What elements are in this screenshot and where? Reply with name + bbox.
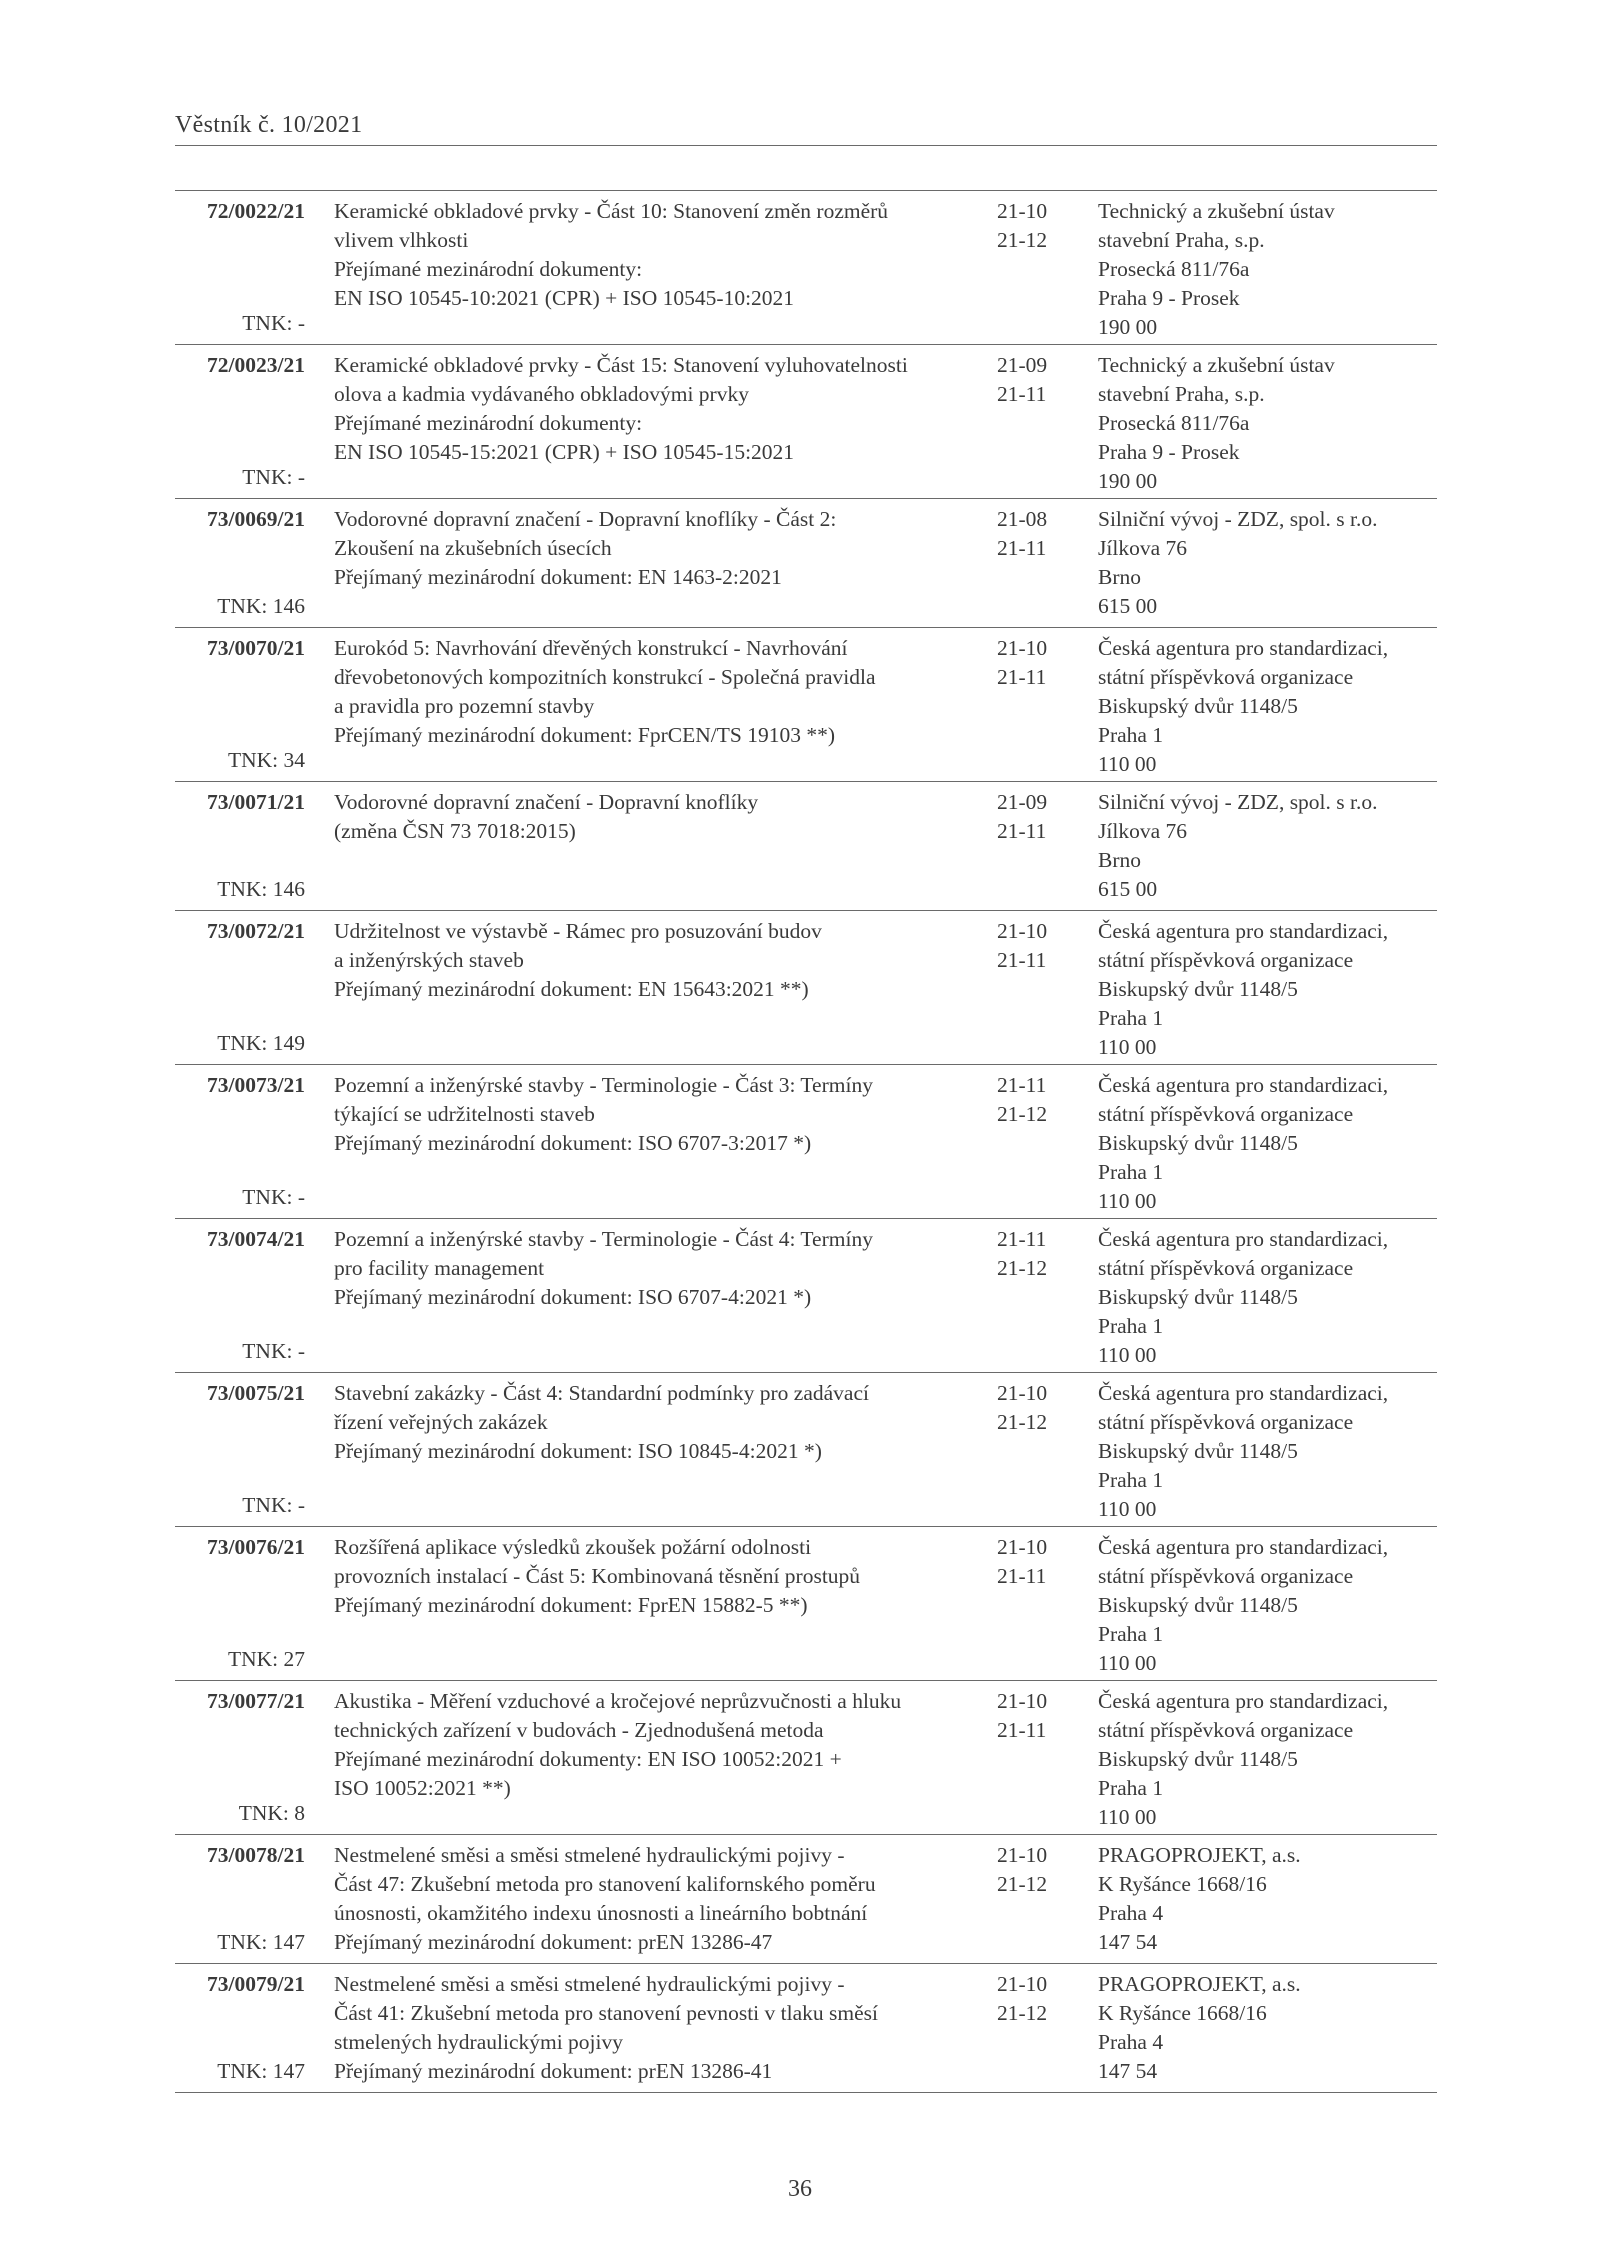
record-id: 73/0071/21 [207,790,305,814]
organization-line: K Ryšánce 1668/16 [1098,2001,1267,2025]
standard-title-line: Přejímané mezinárodní dokumenty: EN ISO 10052:2021 + [334,1747,842,1771]
standard-title-cell [334,634,994,750]
organization-line: 615 00 [1098,594,1158,618]
standard-title-line: dřevobetonových kompozitních konstrukcí - Společná pravidla [334,665,876,689]
dates-cell [997,1970,1077,2028]
organization-line: 110 00 [1098,1343,1157,1367]
record-id-cell [175,1970,305,2086]
organization-cell [1098,1533,1438,1678]
standard-title-line: ISO 10052:2021 **) [334,1776,511,1800]
organization-line: 110 00 [1098,1189,1157,1213]
table-row [175,191,1437,345]
organization-cell [1098,1970,1438,2086]
dates-cell [997,351,1077,409]
dates-cell [997,1379,1077,1437]
standard-title-line: Udržitelnost ve výstavbě - Rámec pro posuzování budov [334,919,822,943]
standards-table [175,190,1437,2093]
standard-title-cell [334,197,994,313]
standard-title-cell [334,917,994,1004]
organization-line: Prosecká 811/76a [1098,257,1250,281]
date-value: 21-11 [997,1227,1047,1251]
standard-title-line: týkající se udržitelnosti staveb [334,1102,595,1126]
standard-title-line: Nestmelené směsi a směsi stmelené hydraulickými pojivy - [334,1972,845,1996]
organization-line: Silniční vývoj - ZDZ, spol. s r.o. [1098,507,1378,531]
standard-title-line: Přejímaný mezinárodní dokument: ISO 6707-4:2021 *) [334,1285,812,1309]
organization-cell [1098,351,1438,496]
organization-line: Jílkova 76 [1098,819,1187,843]
organization-line: 615 00 [1098,877,1158,901]
table-row [175,782,1437,911]
organization-line: 110 00 [1098,1035,1157,1059]
organization-line: Silniční vývoj - ZDZ, spol. s r.o. [1098,790,1378,814]
organization-line: Brno [1098,848,1141,872]
standard-title-line: únosnosti, okamžitého indexu únosnosti a lineárního bobtnání [334,1901,868,1925]
organization-line: stavební Praha, s.p. [1098,228,1265,252]
dates-cell [997,1841,1077,1899]
standard-title-line: řízení veřejných zakázek [334,1410,548,1434]
table-row [175,1681,1437,1835]
standard-title-line: Přejímaný mezinárodní dokument: ISO 6707-3:2017 *) [334,1131,812,1155]
date-value: 21-12 [997,1256,1048,1280]
standard-title-line: pro facility management [334,1256,545,1280]
standard-title-line: Eurokód 5: Navrhování dřevěných konstrukcí - Navrhování [334,636,848,660]
date-value: 21-10 [997,919,1048,943]
organization-cell [1098,1225,1438,1370]
date-value: 21-11 [997,382,1047,406]
date-value: 21-11 [997,665,1047,689]
standard-title-cell [334,1970,994,2086]
standard-title-line: Pozemní a inženýrské stavby - Terminologie - Část 3: Termíny [334,1073,873,1097]
standard-title-line: Část 47: Zkušební metoda pro stanovení kalifornského poměru [334,1872,876,1896]
date-value: 21-08 [997,507,1048,531]
standard-title-cell [334,788,994,846]
table-row [175,1835,1437,1964]
dates-cell [997,1533,1077,1591]
date-value: 21-10 [997,1381,1048,1405]
date-value: 21-12 [997,1872,1048,1896]
organization-line: PRAGOPROJEKT, a.s. [1098,1972,1301,1996]
record-id-cell [175,1071,305,1212]
record-id-cell [175,505,305,621]
record-id: 73/0072/21 [207,919,305,943]
organization-cell [1098,197,1438,342]
date-value: 21-10 [997,1535,1048,1559]
organization-line: státní příspěvková organizace [1098,665,1354,689]
table-row [175,1964,1437,2093]
organization-cell [1098,1379,1438,1524]
tnk-label: TNK: 8 [238,1801,305,1825]
tnk-label: TNK: - [242,465,305,489]
organization-line: Prosecká 811/76a [1098,411,1250,435]
organization-line: Praha 1 [1098,1468,1164,1492]
standard-title-line: Přejímané mezinárodní dokumenty: [334,411,643,435]
organization-line: Česká agentura pro standardizaci, [1098,1689,1389,1713]
record-id: 73/0070/21 [207,636,305,660]
organization-line: státní příspěvková organizace [1098,1102,1354,1126]
standard-title-line: Přejímaný mezinárodní dokument: ISO 10845-4:2021 *) [334,1439,822,1463]
standard-title-line: vlivem vlhkosti [334,228,469,252]
standard-title-line: Keramické obkladové prvky - Část 10: Stanovení změn rozměrů [334,199,889,223]
organization-line: státní příspěvková organizace [1098,1410,1354,1434]
standard-title-cell [334,351,994,467]
standard-title-line: Přejímaný mezinárodní dokument: prEN 13286-47 [334,1930,773,1954]
standard-title-line: EN ISO 10545-15:2021 (CPR) + ISO 10545-15:2021 [334,440,795,464]
organization-cell [1098,505,1438,621]
record-id: 73/0069/21 [207,507,305,531]
record-id-cell [175,1841,305,1957]
standard-title-line: Přejímané mezinárodní dokumenty: [334,257,643,281]
tnk-label: TNK: - [242,1339,305,1363]
tnk-label: TNK: 34 [227,748,305,772]
record-id: 73/0073/21 [207,1073,305,1097]
organization-line: Česká agentura pro standardizaci, [1098,919,1389,943]
standard-title-line: Akustika - Měření vzduchové a kročejové neprůzvučnosti a hluku [334,1689,902,1713]
organization-line: Česká agentura pro standardizaci, [1098,1535,1389,1559]
table-row [175,1065,1437,1219]
dates-cell [997,1225,1077,1283]
dates-cell [997,1687,1077,1745]
record-id: 73/0076/21 [207,1535,305,1559]
record-id: 72/0022/21 [207,199,305,223]
standard-title-line: Nestmelené směsi a směsi stmelené hydraulickými pojivy - [334,1843,845,1867]
organization-cell [1098,1071,1438,1216]
standard-title-line: Pozemní a inženýrské stavby - Terminologie - Část 4: Termíny [334,1227,873,1251]
date-value: 21-11 [997,819,1047,843]
standard-title-cell [334,1841,994,1957]
date-value: 21-09 [997,790,1048,814]
organization-line: Praha 9 - Prosek [1098,286,1240,310]
organization-line: Česká agentura pro standardizaci, [1098,636,1389,660]
standard-title-line: a inženýrských staveb [334,948,524,972]
date-value: 21-11 [997,536,1047,560]
organization-line: Česká agentura pro standardizaci, [1098,1227,1389,1251]
date-value: 21-11 [997,1718,1047,1742]
organization-cell [1098,917,1438,1062]
record-id-cell [175,1379,305,1520]
date-value: 21-10 [997,1689,1048,1713]
standard-title-line: Přejímaný mezinárodní dokument: EN 15643:2021 **) [334,977,809,1001]
table-row [175,1527,1437,1681]
record-id-cell [175,634,305,775]
date-value: 21-12 [997,1102,1048,1126]
organization-line: státní příspěvková organizace [1098,1718,1354,1742]
organization-line: Technický a zkušební ústav [1098,199,1335,223]
standard-title-line: Stavební zakázky - Část 4: Standardní podmínky pro zadávací [334,1381,869,1405]
organization-line: Praha 4 [1098,1901,1164,1925]
standard-title-line: Vodorovné dopravní značení - Dopravní knoflíky [334,790,759,814]
record-id: 73/0075/21 [207,1381,305,1405]
organization-line: K Ryšánce 1668/16 [1098,1872,1267,1896]
dates-cell [997,1071,1077,1129]
standard-title-cell [334,1071,994,1158]
tnk-label: TNK: - [242,311,305,335]
record-id: 73/0077/21 [207,1689,305,1713]
record-id: 72/0023/21 [207,353,305,377]
organization-line: státní příspěvková organizace [1098,1564,1354,1588]
tnk-label: TNK: 146 [217,877,305,901]
organization-line: Biskupský dvůr 1148/5 [1098,1439,1298,1463]
organization-line: Brno [1098,565,1141,589]
table-row [175,1373,1437,1527]
standard-title-line: Rozšířená aplikace výsledků zkoušek požární odolnosti [334,1535,812,1559]
date-value: 21-11 [997,1564,1047,1588]
dates-cell [997,197,1077,255]
standard-title-cell [334,1225,994,1312]
tnk-label: TNK: 149 [217,1031,305,1055]
organization-line: Česká agentura pro standardizaci, [1098,1073,1389,1097]
organization-line: Biskupský dvůr 1148/5 [1098,1593,1298,1617]
standard-title-line: Přejímaný mezinárodní dokument: FprEN 15882-5 **) [334,1593,808,1617]
organization-line: 110 00 [1098,1651,1157,1675]
organization-line: PRAGOPROJEKT, a.s. [1098,1843,1301,1867]
standard-title-cell [334,1533,994,1620]
standard-title-line: Vodorovné dopravní značení - Dopravní knoflíky - Část 2: [334,507,837,531]
organization-line: stavební Praha, s.p. [1098,382,1265,406]
date-value: 21-09 [997,353,1048,377]
record-id-cell [175,788,305,904]
table-row [175,911,1437,1065]
dates-cell [997,788,1077,846]
tnk-label: TNK: 147 [217,1930,305,1954]
date-value: 21-10 [997,1972,1048,1996]
organization-line: 147 54 [1098,2059,1158,2083]
tnk-label: TNK: - [242,1493,305,1517]
organization-line: Praha 9 - Prosek [1098,440,1240,464]
table-row [175,499,1437,628]
record-id-cell [175,1225,305,1366]
organization-line: Biskupský dvůr 1148/5 [1098,694,1298,718]
date-value: 21-12 [997,2001,1048,2025]
organization-line: Praha 1 [1098,1314,1164,1338]
page-header-title: Věstník č. 10/2021 [175,112,363,138]
standard-title-line: stmelených hydraulickými pojivy [334,2030,624,2054]
organization-line: Biskupský dvůr 1148/5 [1098,977,1298,1001]
standard-title-line: Keramické obkladové prvky - Část 15: Stanovení vyluhovatelnosti [334,353,908,377]
standard-title-line: a pravidla pro pozemní stavby [334,694,595,718]
organization-line: 190 00 [1098,315,1158,339]
organization-line: Praha 1 [1098,1160,1164,1184]
standard-title-line: (změna ČSN 73 7018:2015) [334,819,576,843]
organization-cell [1098,1841,1438,1957]
standard-title-cell [334,1687,994,1803]
organization-line: Biskupský dvůr 1148/5 [1098,1285,1298,1309]
organization-line: Biskupský dvůr 1148/5 [1098,1131,1298,1155]
organization-cell [1098,788,1438,904]
table-row [175,1219,1437,1373]
table-row [175,628,1437,782]
organization-line: 147 54 [1098,1930,1158,1954]
standard-title-cell [334,505,994,592]
organization-line: Praha 1 [1098,1006,1164,1030]
standard-title-line: olova a kadmia vydávaného obkladovými prvky [334,382,749,406]
record-id-cell [175,1687,305,1828]
organization-line: 110 00 [1098,752,1157,776]
record-id-cell [175,197,305,338]
organization-line: Praha 1 [1098,723,1164,747]
tnk-label: TNK: - [242,1185,305,1209]
dates-cell [997,505,1077,563]
record-id: 73/0078/21 [207,1843,305,1867]
table-row [175,345,1437,499]
record-id-cell [175,1533,305,1674]
organization-line: 110 00 [1098,1805,1157,1829]
date-value: 21-12 [997,228,1048,252]
standard-title-line: Přejímaný mezinárodní dokument: EN 1463-2:2021 [334,565,782,589]
organization-line: Technický a zkušební ústav [1098,353,1335,377]
standard-title-line: Zkoušení na zkušebních úsecích [334,536,612,560]
standard-title-line: Část 41: Zkušební metoda pro stanovení pevnosti v tlaku směsí [334,2001,878,2025]
organization-line: Praha 4 [1098,2030,1164,2054]
standard-title-cell [334,1379,994,1466]
standard-title-line: Přejímaný mezinárodní dokument: FprCEN/TS 19103 **) [334,723,836,747]
organization-line: 110 00 [1098,1497,1157,1521]
standard-title-line: Přejímaný mezinárodní dokument: prEN 13286-41 [334,2059,773,2083]
organization-line: Biskupský dvůr 1148/5 [1098,1747,1298,1771]
tnk-label: TNK: 146 [217,594,305,618]
date-value: 21-11 [997,948,1047,972]
organization-line: státní příspěvková organizace [1098,948,1354,972]
tnk-label: TNK: 27 [227,1647,305,1671]
organization-line: Praha 1 [1098,1622,1164,1646]
dates-cell [997,917,1077,975]
date-value: 21-10 [997,199,1048,223]
standard-title-line: EN ISO 10545-10:2021 (CPR) + ISO 10545-10:2021 [334,286,795,310]
page-number: 36 [788,2176,812,2202]
header-rule [175,145,1437,146]
organization-line: 190 00 [1098,469,1158,493]
organization-line: státní příspěvková organizace [1098,1256,1354,1280]
date-value: 21-10 [997,1843,1048,1867]
date-value: 21-10 [997,636,1048,660]
record-id: 73/0074/21 [207,1227,305,1251]
organization-line: Praha 1 [1098,1776,1164,1800]
record-id-cell [175,351,305,492]
organization-cell [1098,634,1438,779]
date-value: 21-11 [997,1073,1047,1097]
tnk-label: TNK: 147 [217,2059,305,2083]
organization-line: Jílkova 76 [1098,536,1187,560]
organization-line: Česká agentura pro standardizaci, [1098,1381,1389,1405]
standard-title-line: technických zařízení v budovách - Zjednodušená metoda [334,1718,824,1742]
dates-cell [997,634,1077,692]
organization-cell [1098,1687,1438,1832]
standard-title-line: provozních instalací - Část 5: Kombinovaná těsnění prostupů [334,1564,861,1588]
record-id-cell [175,917,305,1058]
record-id: 73/0079/21 [207,1972,305,1996]
date-value: 21-12 [997,1410,1048,1434]
